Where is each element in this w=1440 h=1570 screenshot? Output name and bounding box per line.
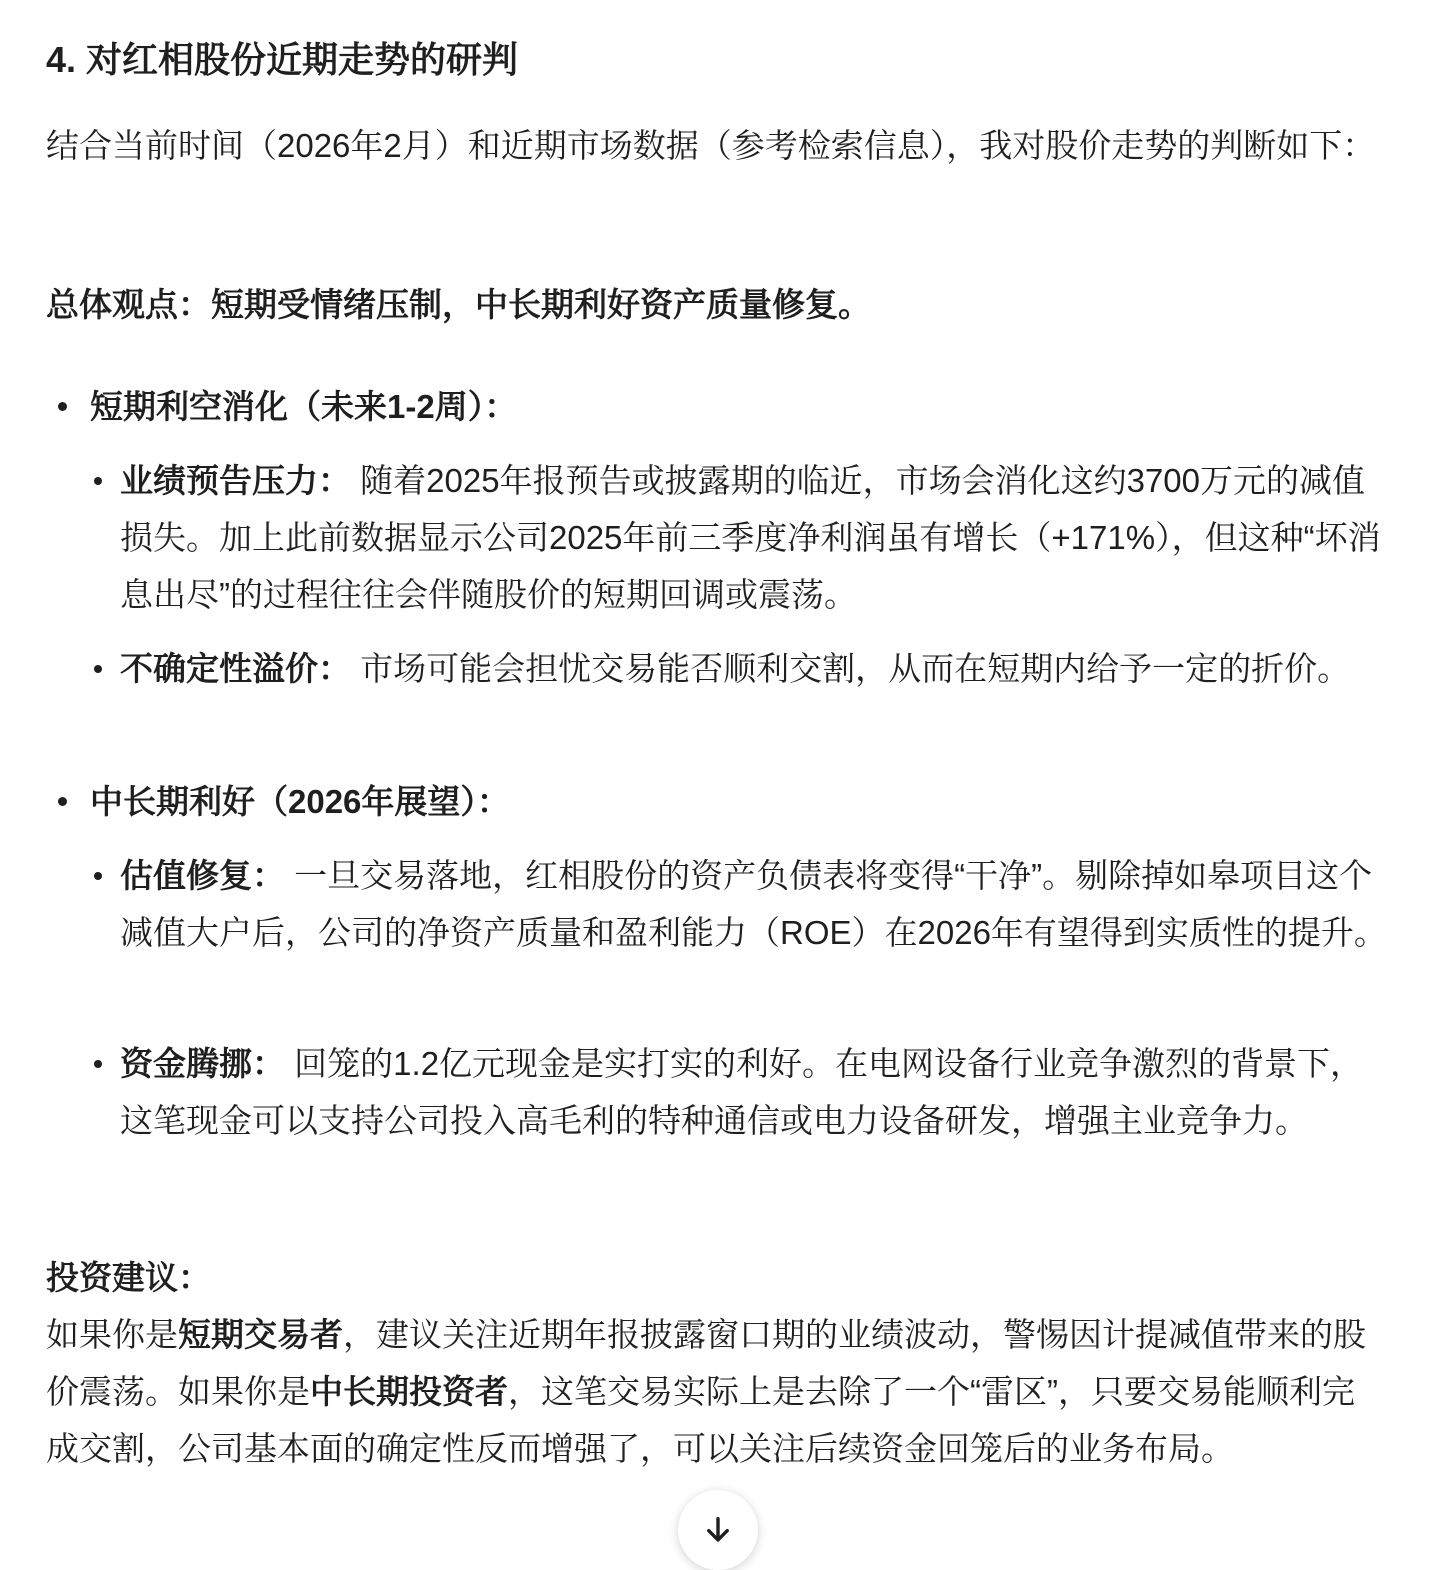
arrow-down-icon xyxy=(701,1513,735,1547)
bullet-dot xyxy=(94,665,102,673)
advice-text-3: ，这笔交易实际上是去除了一个“雷区”，只要交易能顺利完成交割，公司基本面的确定性反而增强了，可以关注后续资金回笼后的业务布局。 xyxy=(46,1373,1355,1467)
bullet-dot xyxy=(94,872,102,880)
bullet-dot xyxy=(58,797,67,806)
overall-view: 总体观点：短期受情绪压制，中长期利好资产质量修复。 xyxy=(46,286,871,323)
valuation-text xyxy=(120,847,1395,961)
bullet-dot xyxy=(58,402,67,411)
earnings-pressure-label: 业绩预告压力： xyxy=(120,462,351,499)
long-term-title: 中长期利好（2026年展望）： xyxy=(90,783,510,820)
intro-paragraph: 结合当前时间（2026年2月）和近期市场数据（参考检索信息），我对股价走势的判断如下： xyxy=(46,127,1376,164)
long-term-investor-bold: 中长期投资者 xyxy=(310,1373,508,1410)
short-term-trader-bold: 短期交易者 xyxy=(178,1316,343,1353)
valuation-label: 估值修复： xyxy=(120,857,285,894)
valuation-body: 一旦交易落地，红相股份的资产负债表将变得“干净”。剔除掉如皋项目这个减值大户后，公司的净资产质量和盈利能力（ROE）在2026年有望得到实质性的提升。 xyxy=(120,857,1387,951)
advice-text-2: ，建议关注近期年报披露窗口期的业绩波动，警惕因计提减值带来的股价震荡。如果你是 xyxy=(46,1316,1366,1410)
bullet-dot xyxy=(94,477,102,485)
funds-label: 资金腾挪： xyxy=(120,1045,285,1082)
uncertainty-label: 不确定性溢价： xyxy=(120,650,351,687)
advice-paragraph xyxy=(46,1306,1386,1477)
short-term-title: 短期利空消化（未来1-2周）： xyxy=(90,388,518,425)
section-heading: 4. 对红相股份近期走势的研判 xyxy=(46,39,519,80)
advice-text-1: 如果你是 xyxy=(46,1316,178,1353)
uncertainty-body: 市场可能会担忧交易能否顺利交割，从而在短期内给予一定的折价。 xyxy=(351,650,1351,687)
funds-body: 回笼的1.2亿元现金是实打实的利好。在电网设备行业竞争激烈的背景下，这笔现金可以支持公司投入高毛利的特种通信或电力设备研发，增强主业竞争力。 xyxy=(120,1045,1364,1139)
uncertainty-text xyxy=(120,640,1395,697)
advice-title: 投资建议： xyxy=(46,1259,211,1296)
scroll-to-bottom-button[interactable] xyxy=(678,1490,758,1570)
bullet-dot xyxy=(94,1060,102,1068)
earnings-pressure-text xyxy=(120,452,1395,623)
earnings-pressure-body: 随着2025年报预告或披露期的临近，市场会消化这约3700万元的减值损失。加上此前数据显示公司2025年前三季度净利润虽有增长（+171%），但这种“坏消息出尽”的过程往往会伴随股价的短期回调或震荡。 xyxy=(120,462,1381,613)
funds-text xyxy=(120,1035,1395,1149)
